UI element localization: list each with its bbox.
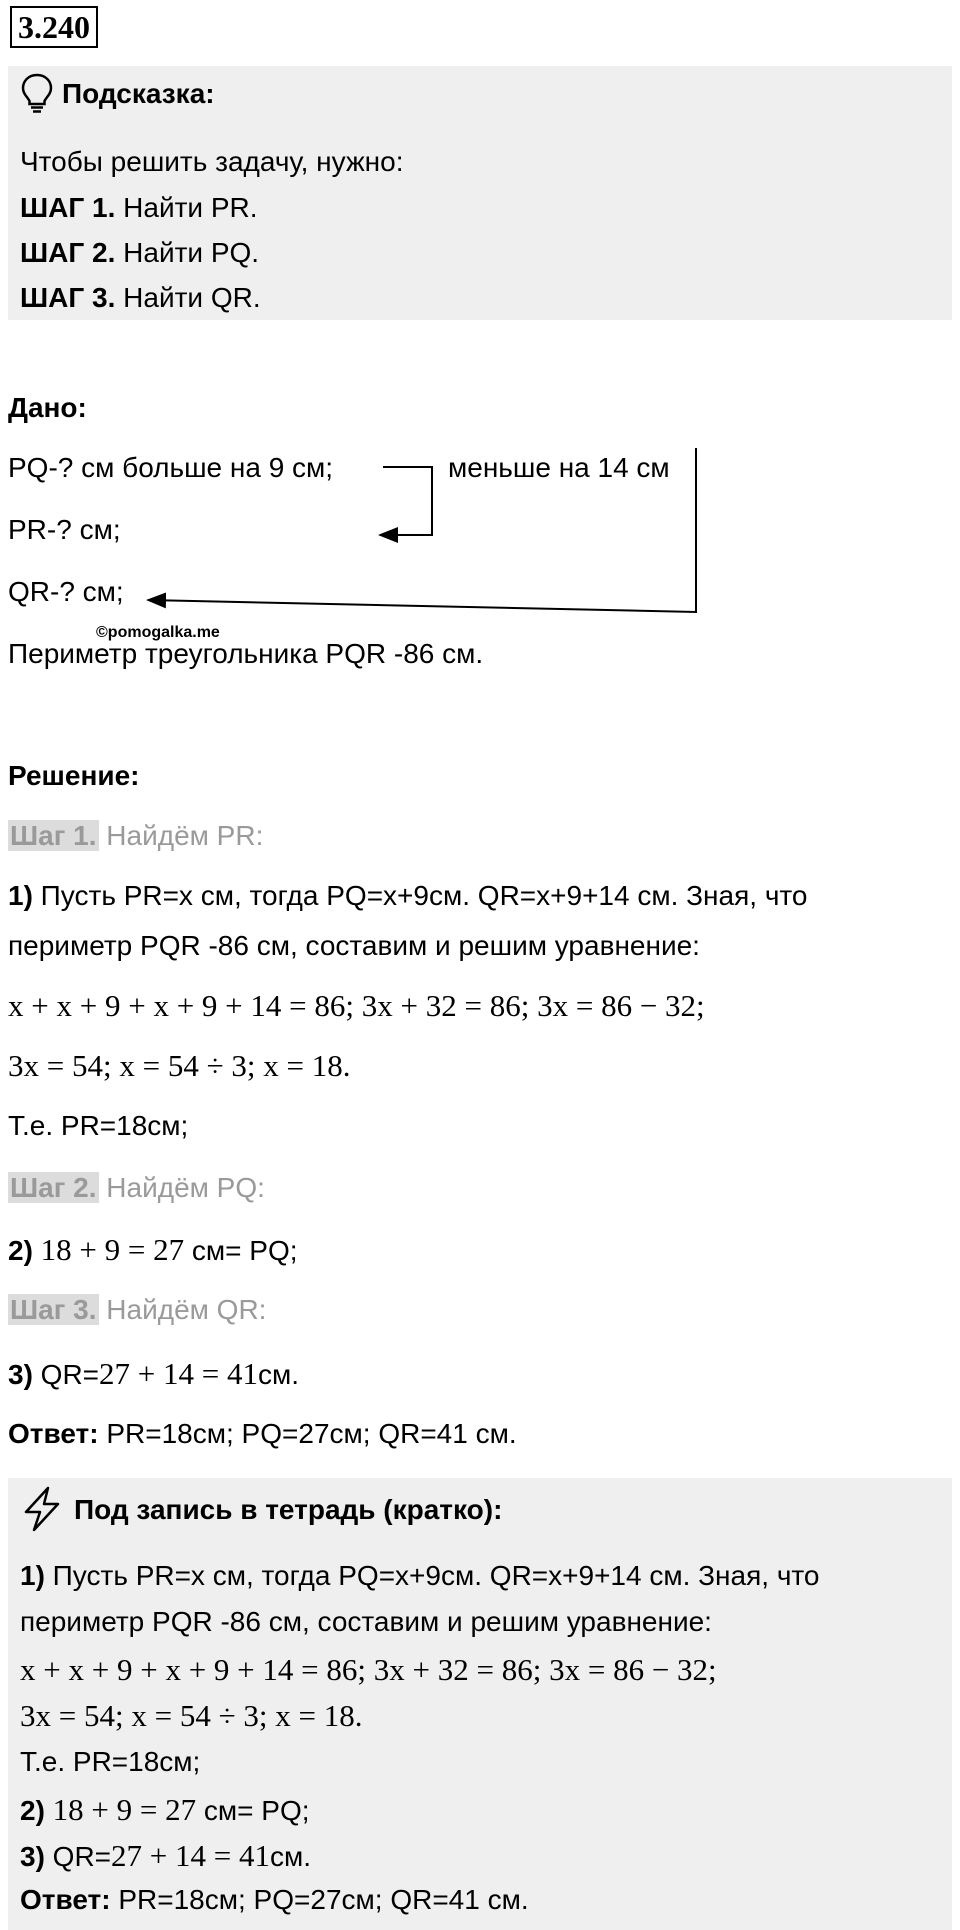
answer-label: Ответ: bbox=[8, 1418, 99, 1449]
short-equation-1: x + x + 9 + x + 9 + 14 = 86; 3x + 32 = 86; 3x = 86 − 32; bbox=[20, 1652, 717, 1687]
arrow-pq-to-qr bbox=[148, 448, 696, 612]
given-title: Дано: bbox=[8, 392, 87, 423]
solution-title: Решение: bbox=[8, 760, 140, 791]
short-p2 bbox=[20, 1792, 310, 1828]
given-pq: PQ-? см больше на 9 см; bbox=[8, 452, 334, 483]
hint-step-text: Найти QR. bbox=[115, 282, 261, 313]
given-annotation: меньше на 14 см bbox=[448, 452, 670, 483]
item-number: 2) bbox=[8, 1235, 33, 1266]
text: см= PQ; bbox=[184, 1235, 298, 1266]
short-result-1: Т.е. PR=18см; bbox=[20, 1746, 201, 1777]
solution-p1-line2: периметр PQR -86 см, составим и решим уравнение: bbox=[8, 930, 700, 961]
step-title: Найдём PQ: bbox=[98, 1172, 265, 1203]
hint-step-label: ШАГ 3. bbox=[20, 282, 116, 313]
watermark: ©pomogalka.me bbox=[96, 624, 220, 641]
answer-line bbox=[8, 1418, 517, 1450]
short-equation-2: 3x = 54; x = 54 ÷ 3; x = 18. bbox=[20, 1698, 363, 1733]
step-title: Найдём QR: bbox=[98, 1294, 267, 1325]
result-1: Т.е. PR=18см; bbox=[8, 1110, 189, 1141]
hint-step-text: Найти PR. bbox=[115, 192, 258, 223]
hint-title: Подсказка: bbox=[62, 78, 215, 109]
given-qr: QR-? см; bbox=[8, 576, 124, 607]
short-p1-line1 bbox=[20, 1560, 820, 1592]
item-number: 1) bbox=[20, 1560, 45, 1591]
math: 27 + 14 = 41 bbox=[99, 1356, 259, 1391]
problem-number: 3.240 bbox=[10, 6, 98, 48]
math: 18 + 9 = 27 bbox=[44, 1792, 197, 1827]
item-number: 1) bbox=[8, 880, 33, 911]
answer-label: Ответ: bbox=[20, 1884, 111, 1915]
short-answer bbox=[20, 1884, 529, 1916]
text: QR= bbox=[44, 1841, 112, 1872]
answer-text: PR=18см; PQ=27см; QR=41 см. bbox=[98, 1418, 517, 1449]
solution-p1-line1 bbox=[8, 880, 808, 912]
math: 18 + 9 = 27 bbox=[32, 1232, 185, 1267]
hint-step-label: ШАГ 1. bbox=[20, 192, 116, 223]
step-1-heading bbox=[8, 820, 263, 852]
step-title: Найдём PR: bbox=[98, 820, 264, 851]
step-label: Шаг 3. bbox=[10, 1294, 97, 1325]
short-p3 bbox=[20, 1838, 311, 1874]
step-2-heading bbox=[8, 1172, 265, 1204]
text: Пусть PR=x см, тогда PQ=x+9см. QR=x+9+14 см. Зная, что bbox=[44, 1560, 820, 1591]
step-3-heading bbox=[8, 1294, 266, 1326]
lightning-icon bbox=[22, 1486, 62, 1532]
text: Пусть PR=x см, тогда PQ=x+9см. QR=x+9+14 см. Зная, что bbox=[32, 880, 808, 911]
item-number: 3) bbox=[8, 1359, 33, 1390]
given-pr: PR-? см; bbox=[8, 514, 121, 545]
hint-step-label: ШАГ 2. bbox=[20, 237, 116, 268]
relation-arrows bbox=[0, 0, 960, 700]
arrow-pq-to-pr bbox=[380, 467, 432, 535]
hint-intro: Чтобы решить задачу, нужно: bbox=[20, 146, 404, 177]
hint-step-text: Найти PQ. bbox=[115, 237, 260, 268]
text: QR= bbox=[32, 1359, 100, 1390]
solution-p2 bbox=[8, 1232, 298, 1268]
item-number: 3) bbox=[20, 1841, 45, 1872]
short-title: Под запись в тетрадь (кратко): bbox=[74, 1494, 503, 1525]
solution-p3 bbox=[8, 1356, 299, 1392]
equation-line-1: x + x + 9 + x + 9 + 14 = 86; 3x + 32 = 86; 3x = 86 − 32; bbox=[8, 988, 705, 1023]
answer-text: PR=18см; PQ=27см; QR=41 см. bbox=[110, 1884, 529, 1915]
given-perimeter: Периметр треугольника PQR -86 см. bbox=[8, 638, 484, 669]
equation-line-2: 3x = 54; x = 54 ÷ 3; x = 18. bbox=[8, 1048, 351, 1083]
step-label: Шаг 2. bbox=[10, 1172, 97, 1203]
math: 27 + 14 = 41 bbox=[111, 1838, 271, 1873]
step-label: Шаг 1. bbox=[10, 820, 97, 851]
item-number: 2) bbox=[20, 1795, 45, 1826]
text: см. bbox=[258, 1359, 300, 1390]
short-p1-line2: периметр PQR -86 см, составим и решим уравнение: bbox=[20, 1606, 712, 1637]
text: см= PQ; bbox=[196, 1795, 310, 1826]
text: см. bbox=[270, 1841, 312, 1872]
